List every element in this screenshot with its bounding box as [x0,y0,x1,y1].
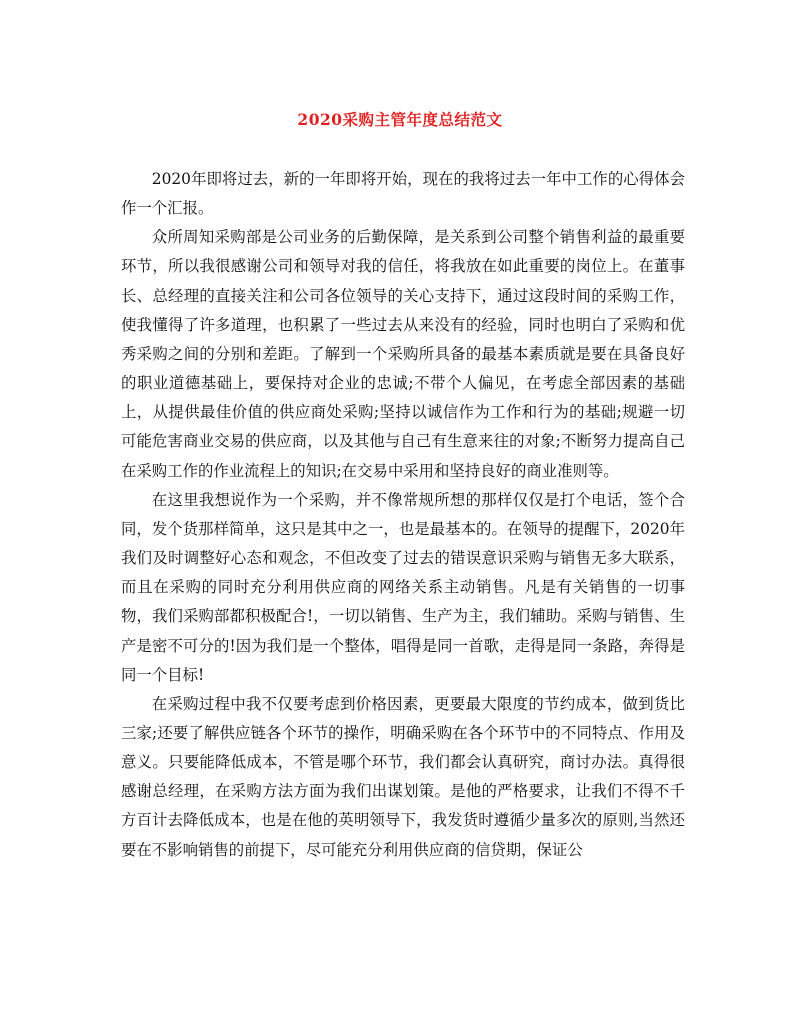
paragraph-sales-cooperation: 在这里我想说作为一个采购，并不像常规所想的那样仅仅是打个电话，签个合同，发个货那样简单，这只是其中之一，也是最基本的。在领导的提醒下，2020年我们及时调整好心态和观念，不但改变了过去的错误意识采购与销售无多大联系，而且在采购的同时充分利用供应商的网络关系主动销售。凡是有关销售的一切事物，我们采购部都积极配合!，一切以销售、生产为主，我们辅助。采购与销售、生产是密不可分的!因为我们是一个整体，唱得是同一首歌，走得是同一条路，奔得是同一个目标! [121,490,685,684]
paragraph-cost-control: 在采购过程中我不仅要考虑到价格因素，更要最大限度的节约成本，做到货比三家;还要了解供应链各个环节的操作，明确采购在各个环节中的不同特点、作用及意义。只要能降低成本，不管是哪个环节，我们都会认真研究，商讨办法。真得很感谢总经理，在采购方法方面为我们出谋划策。是他的严格要求，让我们不得不千方百计去降低成本，也是在他的英明领导下，我发货时遵循少量多次的原则,当然还要在不影响销售的前提下，尽可能充分利用供应商的信贷期，保证公 [121,694,685,859]
document-title: 2020采购主管年度总结范文 [297,110,503,129]
document-body [121,165,685,865]
paragraph-procurement-role: 众所周知采购部是公司业务的后勤保障，是关系到公司整个销售利益的最重要环节，所以我很感谢公司和领导对我的信任，将我放在如此重要的岗位上。在董事长、总经理的直接关注和公司各位领导的关心支持下，通过这段时间的采购工作，使我懂得了许多道理，也积累了一些过去从来没有的经验，同时也明白了采购和优秀采购之间的分别和差距。了解到一个采购所具备的最基本素质就是要在具备良好的职业道德基础上，要保持对企业的忠诚;不带个人偏见，在考虑全部因素的基础上，从提供最佳价值的供应商处采购;坚持以诚信作为工作和行为的基础;规避一切可能危害商业交易的供应商，以及其他与自己有生意来往的对象;不断努力提高自己在采购工作的作业流程上的知识;在交易中采用和坚持良好的商业准则等。 [121,228,685,480]
paragraph-intro: 2020年即将过去，新的一年即将开始，现在的我将过去一年中工作的心得体会作一个汇报。 [121,170,685,218]
